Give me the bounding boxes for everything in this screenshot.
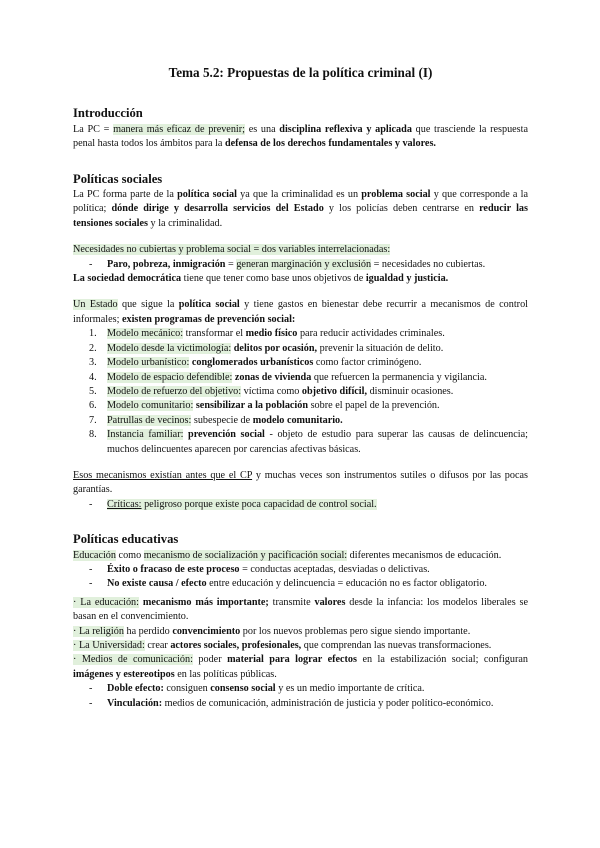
bold-text: reducir las tensiones sociales [73, 203, 528, 229]
highlight: · La religión [73, 625, 124, 637]
dash-list [73, 258, 528, 272]
text: y es un medio importante de crítica. [275, 683, 425, 695]
underlined-text: Esos mecanismos existían antes que el CP [73, 469, 253, 481]
list-number: 6. [89, 400, 97, 412]
text: que comprendan las nuevas transformaciones. [301, 640, 492, 651]
bold-text: Paro, pobreza, inmigración [107, 258, 226, 270]
text: por los nuevos problemas pero sigue siendo importante. [240, 625, 471, 637]
text: y que corresponde a la política; [73, 189, 529, 215]
educativas-paragraph-4 [73, 639, 528, 653]
highlight: Modelo de refuerzo del objetivo: [107, 385, 242, 397]
text: sobre el papel de la prevención. [308, 400, 440, 412]
text: subespecie de [191, 414, 253, 426]
list-number: 3. [89, 357, 97, 369]
sociales-paragraph-1 [73, 188, 528, 231]
bold-text: Doble efecto: [107, 683, 164, 695]
text: La PC = [73, 123, 114, 135]
text: y los policías deben centrarse en [323, 203, 480, 215]
text: víctima como [241, 385, 302, 397]
educativas-paragraph-5 [73, 653, 528, 682]
list-number: 1. [89, 328, 97, 340]
text: es una [244, 123, 280, 135]
bold-text: mecanismo más importante; [138, 596, 269, 608]
text: en la estabilización social; configuran [356, 654, 528, 666]
text: - objeto de estudio para superar las causas de delincuencia; muchos delincuentes aparecen por carencias afectivas básicas. [107, 429, 528, 455]
bold-text: política social [178, 299, 240, 311]
bold-text: medio físico [245, 328, 298, 340]
list-number: 5. [89, 385, 97, 397]
bold-text: consenso social [210, 683, 276, 695]
highlight: Modelo desde la victimología: [107, 342, 232, 354]
text: ha perdido [123, 625, 173, 637]
section-heading-politicas-educativas: Políticas educativas [73, 532, 179, 547]
section-heading-introduccion: Introducción [73, 106, 143, 121]
list-number: 2. [89, 342, 97, 354]
highlight: · La educación: [73, 596, 139, 608]
highlight: generan marginación y exclusión [236, 258, 372, 270]
text: entre educación y delincuencia = educación no es factor obligatorio. [206, 578, 487, 590]
text: desde la infancia: los modelos liberales se basan en el convencimiento. [73, 596, 529, 623]
text: poder [192, 654, 228, 666]
highlight: Necesidades no cubiertas y problema social = dos variables interrelacionadas: [73, 244, 391, 256]
underlined-text: Críticas: [107, 498, 142, 510]
text: en las políticas públicas. [174, 668, 277, 680]
bold-text: igualdad y justicia. [365, 273, 449, 285]
bold-text: defensa de los derechos fundamentales y valores. [224, 138, 436, 150]
highlight: Modelo urbanístico: [107, 357, 190, 369]
bold-text: política social [177, 189, 237, 201]
bold-text: No existe causa / efecto [107, 578, 207, 590]
educativas-paragraph-3 [73, 625, 528, 639]
bold-text: prevención social [188, 429, 265, 441]
text: que sigue la [117, 299, 179, 311]
text: disminuir ocasiones. [367, 385, 454, 397]
educativas-paragraph-2 [73, 596, 528, 625]
dash-list [73, 498, 528, 512]
highlight: Modelo comunitario: [107, 400, 194, 412]
prevention-models-list [73, 327, 528, 457]
intro-paragraph [73, 123, 528, 152]
list-item [73, 385, 528, 399]
bold-text: dónde dirige y desarrolla servicios del Estado [111, 203, 324, 215]
highlight: · Medios de comunicación: [73, 654, 193, 666]
bold-text: Vinculación: [107, 697, 163, 709]
highlight: Un Estado [73, 299, 118, 311]
list-item [73, 682, 528, 696]
text: transmite [268, 596, 315, 608]
section-heading-politicas-sociales: Políticas sociales [73, 171, 163, 186]
educativas-paragraph-1 [73, 549, 528, 563]
dash-list [73, 563, 528, 592]
text: = necesidades no cubiertas. [371, 258, 486, 270]
list-item [73, 342, 528, 356]
text: consiguen [163, 683, 211, 695]
list-number: 4. [89, 371, 97, 383]
highlight: Modelo mecánico: [107, 328, 184, 340]
list-number: 7. [89, 414, 97, 426]
text: = conductas aceptadas, desviadas o delictivas. [239, 563, 430, 575]
list-item [73, 498, 528, 512]
highlight: · La Universidad: [73, 640, 145, 651]
sociales-paragraph-2 [73, 243, 528, 257]
highlight: Educación [73, 549, 116, 561]
highlight: Patrullas de vecinos: [107, 414, 192, 426]
bold-text: existen programas de prevención social: [121, 313, 296, 325]
bold-text: actores sociales, profesionales, [170, 640, 302, 651]
text: La PC forma parte de la [73, 189, 178, 201]
text: y la criminalidad. [148, 217, 223, 229]
sociales-paragraph-3 [73, 272, 528, 286]
bold-text: problema social [361, 189, 431, 201]
text: para reducir actividades criminales. [297, 328, 445, 340]
text: ya que la criminalidad es un [236, 189, 362, 201]
list-item [73, 428, 528, 457]
document-page [73, 60, 528, 711]
highlight: manera más eficaz de prevenir; [113, 123, 245, 135]
list-number: 8. [89, 429, 97, 441]
bold-text: imágenes y estereotipos [73, 668, 175, 680]
bold-text: modelo comunitario. [252, 414, 343, 426]
bold-text: disciplina reflexiva y aplicada [279, 123, 412, 135]
text: que trasciende la respuesta penal hasta todos los ámbitos para la [73, 123, 528, 150]
list-item [73, 258, 528, 272]
list-item [73, 371, 528, 385]
bold-text: material para lograr efectos [227, 654, 357, 666]
text: crear [144, 640, 171, 651]
document-title: Tema 5.2: Propuestas de la política criminal (I) [168, 65, 433, 80]
sociales-paragraph-5 [73, 469, 528, 498]
text: que refuercen la permanencia y vigilancia. [311, 371, 487, 383]
text: transformar el [183, 328, 246, 340]
bold-text: delitos por ocasión, [233, 342, 318, 354]
bold-text: sensibilizar a la población [195, 400, 309, 412]
highlight: mecanismo de socialización y pacificación social: [143, 549, 348, 561]
bold-text: zonas de vivienda [234, 371, 312, 383]
text: = [225, 258, 237, 270]
highlight: Modelo de espacio defendible: [107, 371, 233, 383]
text: y tiene gastos en bienestar debe recurrir a mecanismos de control informales; [73, 299, 528, 325]
bold-text: valores [314, 596, 346, 608]
list-item [73, 577, 528, 591]
text: tiene que tener como base unos objetivos de [181, 273, 366, 285]
text: y muchas veces son instrumentos sutiles o difusos por las pocas garantías. [73, 469, 529, 496]
sociales-paragraph-4 [73, 298, 528, 327]
highlight: peligroso porque existe poca capacidad de control social. [141, 498, 377, 510]
list-item [73, 356, 528, 370]
dash-list [73, 682, 528, 711]
bold-text: convencimiento [172, 625, 241, 637]
text: como [116, 549, 144, 561]
text: medios de comunicación, administración de justicia y poder político-económico. [162, 697, 494, 709]
list-item [73, 327, 528, 341]
list-item [73, 414, 528, 428]
list-item [73, 563, 528, 577]
list-item [73, 399, 528, 413]
list-item [73, 697, 528, 711]
text: prevenir la situación de delito. [317, 342, 444, 354]
text: como factor criminógeno. [313, 357, 422, 369]
bold-text: La sociedad democrática [73, 273, 182, 285]
highlight: Instancia familiar: [107, 429, 184, 441]
text: diferentes mecanismos de educación. [347, 549, 502, 561]
bold-text: conglomerados urbanísticos [191, 357, 314, 369]
bold-text: Éxito o fracaso de este proceso [107, 563, 240, 575]
bold-text: objetivo difícil, [301, 385, 368, 397]
